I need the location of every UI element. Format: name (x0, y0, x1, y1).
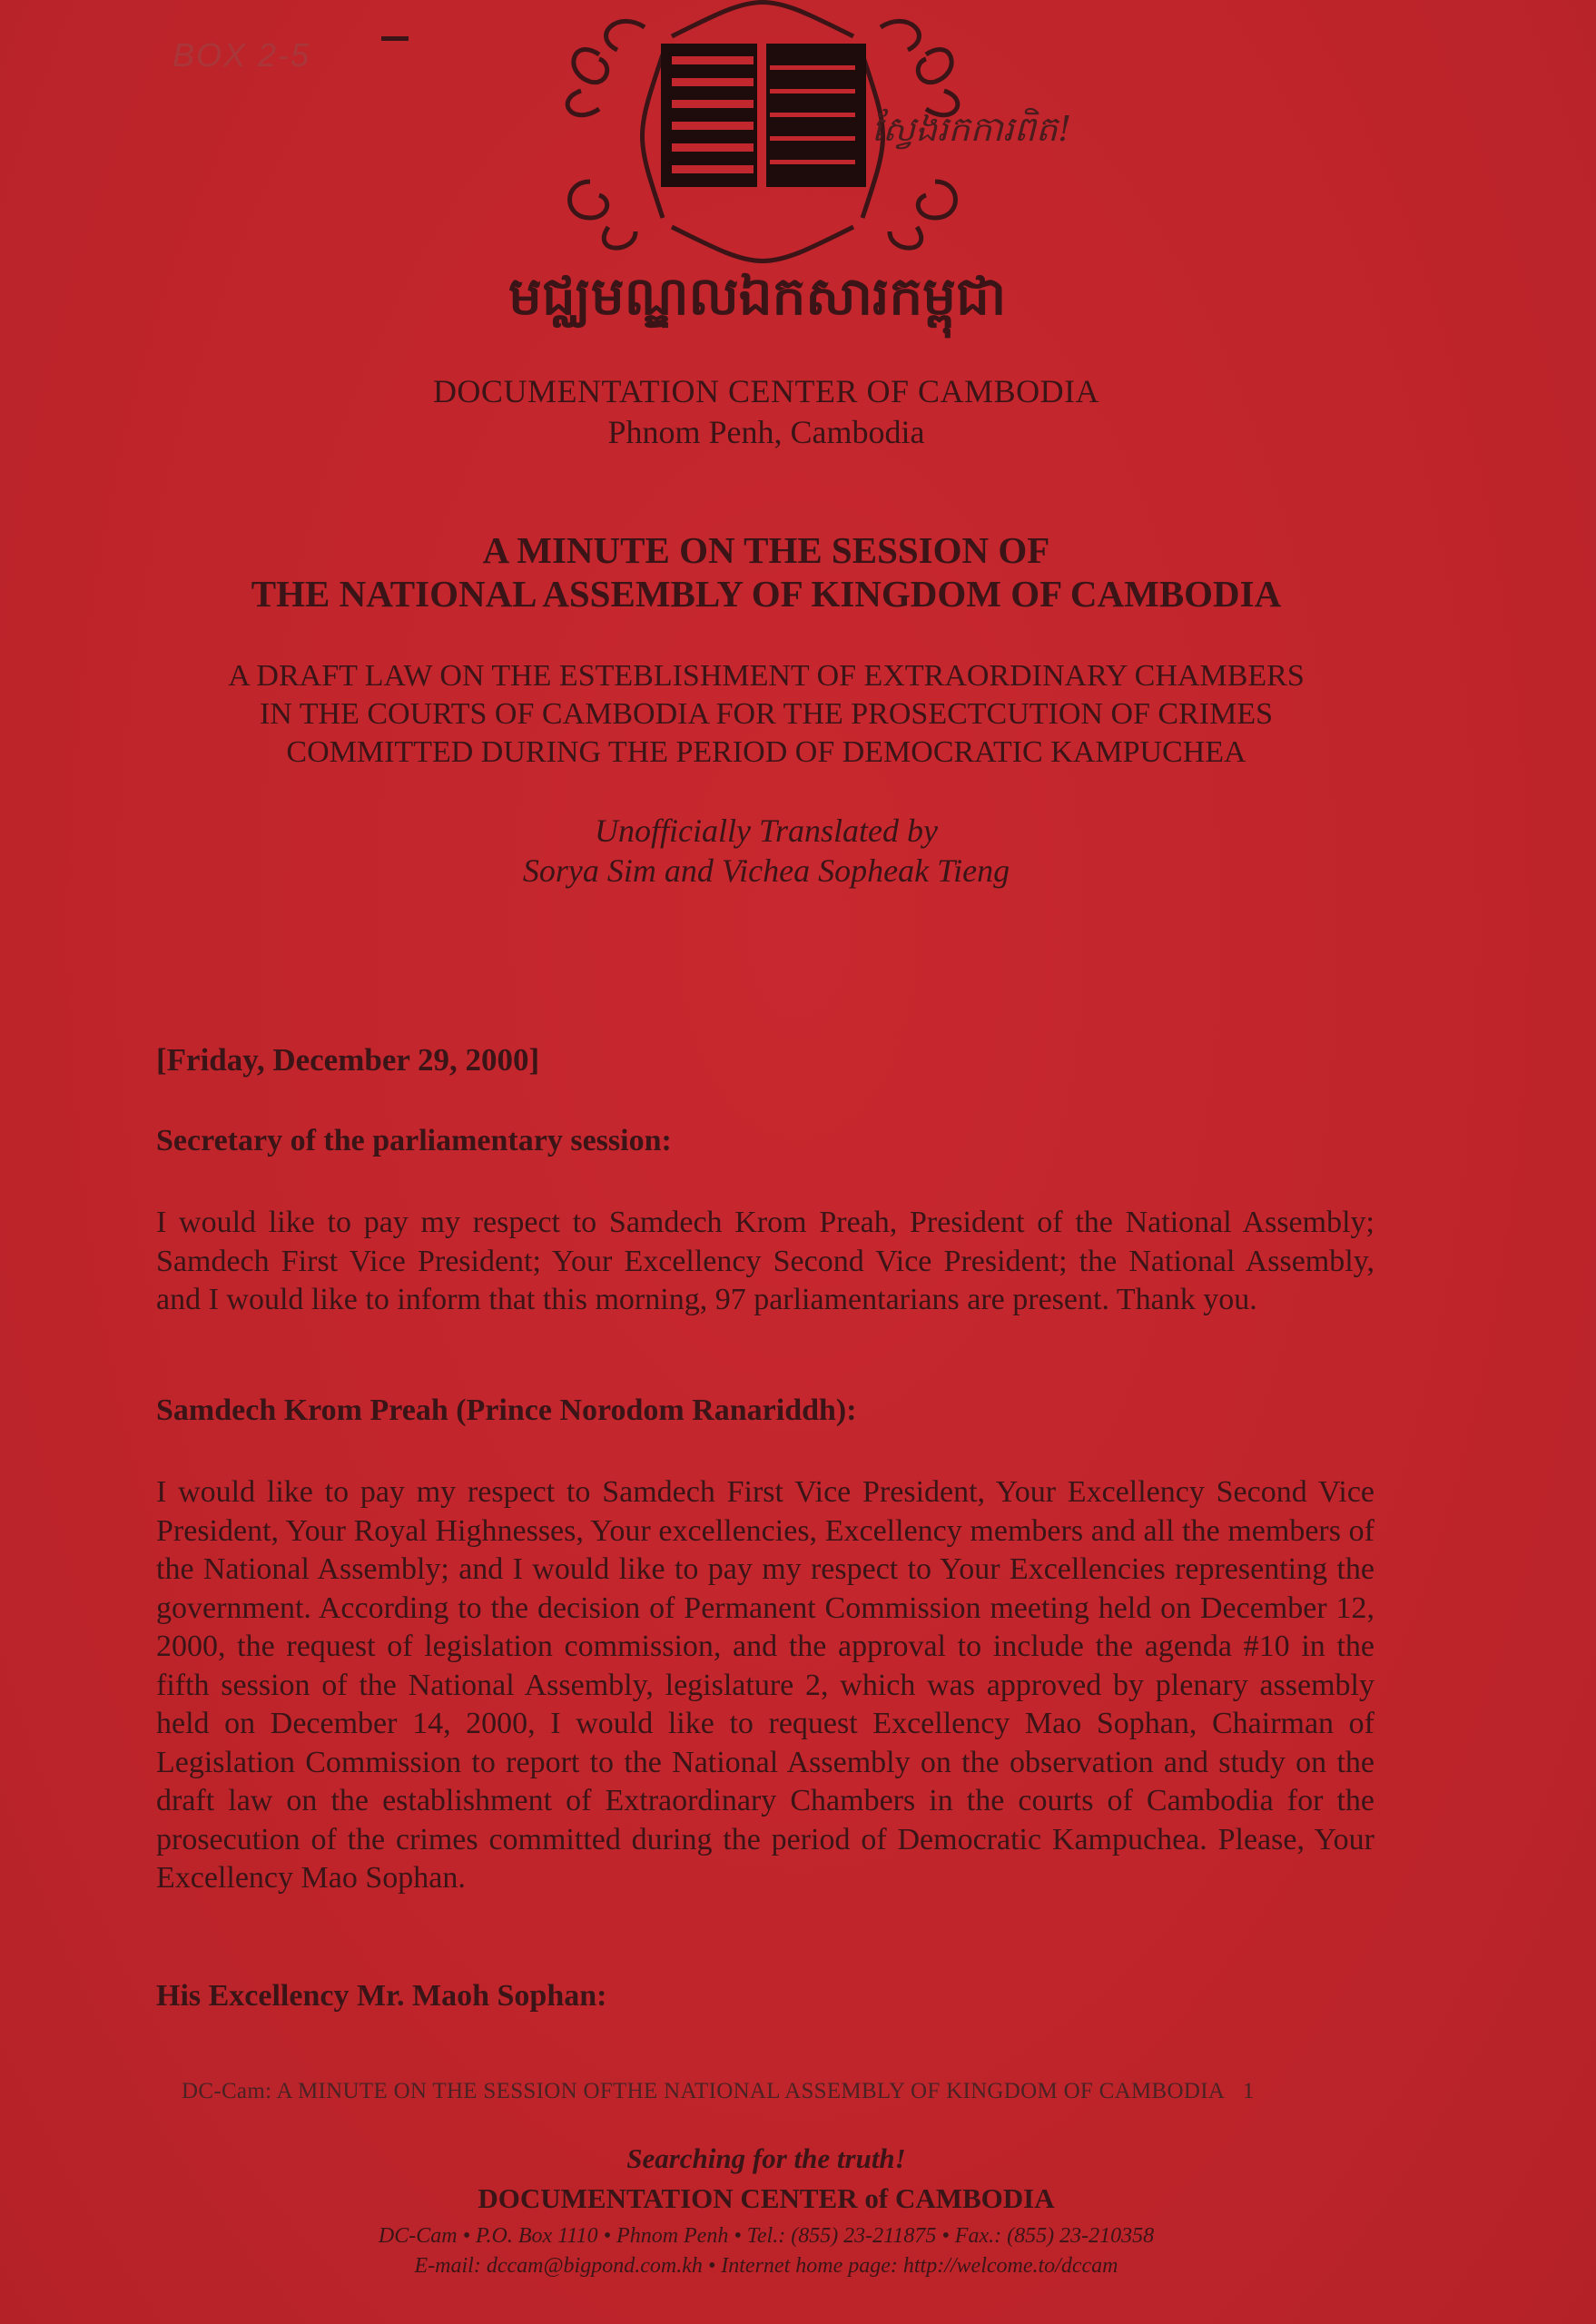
translation-line-2: Sorya Sim and Vichea Sopheak Tieng (522, 852, 1010, 889)
organization-city: Phnom Penh, Cambodia (607, 414, 925, 450)
paragraph-secretary: I would like to pay my respect to Samdech Krom Preah, President of the National Assembly; Samdech First Vice President; Your Excellency Second Vice President; the National Assembly, and I would like to inform that this morning, 97 parliamentarians are present. Thank you. (156, 1206, 1374, 1316)
footer-email: E-mail: dccam@bigpond.com.kh • Internet home page: http://welcome.to/dccam (414, 2254, 1118, 2278)
title-line-2: THE NATIONAL ASSEMBLY OF KINGDOM OF CAMBODIA (251, 573, 1282, 615)
document-subtitle (0, 657, 1532, 772)
ink-dash-mark (381, 36, 409, 41)
logo-motto: ស្វែងរកការពិត! (872, 109, 1072, 149)
speaker-heading-secretary: Secretary of the parliamentary session: (156, 1124, 672, 1157)
translation-credit (0, 811, 1532, 891)
document-title (0, 528, 1532, 615)
organization-name: DOCUMENTATION CENTER OF CAMBODIA (432, 373, 1100, 409)
page-number: 1 (1242, 2079, 1255, 2103)
speaker-heading-mao-sophan: His Excellency Mr. Maoh Sophan: (156, 1979, 607, 2013)
translation-line-1: Unofficially Translated by (595, 812, 938, 849)
subtitle-line-2: IN THE COURTS OF CAMBODIA FOR THE PROSECTCUTION OF CRIMES (259, 697, 1274, 731)
session-date: [Friday, December 29, 2000] (156, 1042, 540, 1078)
khmer-organization-name: មជ្ឈមណ្ឌលឯកសារកម្ពុជា (508, 265, 1007, 327)
subtitle-line-1: A DRAFT LAW ON THE ESTEBLISHMENT OF EXTRAORDINARY CHAMBERS (228, 659, 1305, 693)
paragraph-president: I would like to pay my respect to Samdech First Vice President, Your Excellency Second Vice President, Your Royal Highnesses, Your excellencies, Excellency members and all the members of the National Assembly; and I would like to pay my respect to Your Excellencies representing the government. According to the decision of Permanent Commission meeting held on December 12, 2000, the request of legislation commission, and the approval to include the agenda #10 in the fifth session of the National Assembly, legislature 2, which was approved by plenary assembly held on December 14, 2000, I would like to request Excellency Mao Sophan, Chairman of Legislation Commission to report to the National Assembly on the observation and study on the draft law on the establishment of Extraordinary Chambers in the courts of Cambodia for the prosecution of the crimes committed during the period of Democratic Kampuchea. Please, Your Excellency Mao Sophan. (156, 1475, 1374, 1895)
running-footer (182, 2079, 1380, 2104)
subtitle-line-3: COMMITTED DURING THE PERIOD OF DEMOCRATIC KAMPUCHEA (286, 735, 1246, 769)
title-line-1: A MINUTE ON THE SESSION OF (482, 529, 1050, 571)
footer-organization: DOCUMENTATION CENTER of CAMBODIA (478, 2182, 1055, 2214)
handwritten-box-mark: BOX 2-5 (172, 36, 311, 74)
running-footer-title: DC-Cam: A MINUTE ON THE SESSION OFTHE NATIONAL ASSEMBLY OF KINGDOM OF CAMBODIA (182, 2079, 1226, 2103)
footer-contact: DC-Cam • P.O. Box 1110 • Phnom Penh • Tel.: (855) 23-211875 • Fax.: (855) 23-210358 (378, 2224, 1155, 2248)
footer-motto: Searching for the truth! (626, 2142, 906, 2174)
speaker-heading-president: Samdech Krom Preah (Prince Norodom Ranariddh): (156, 1393, 857, 1427)
